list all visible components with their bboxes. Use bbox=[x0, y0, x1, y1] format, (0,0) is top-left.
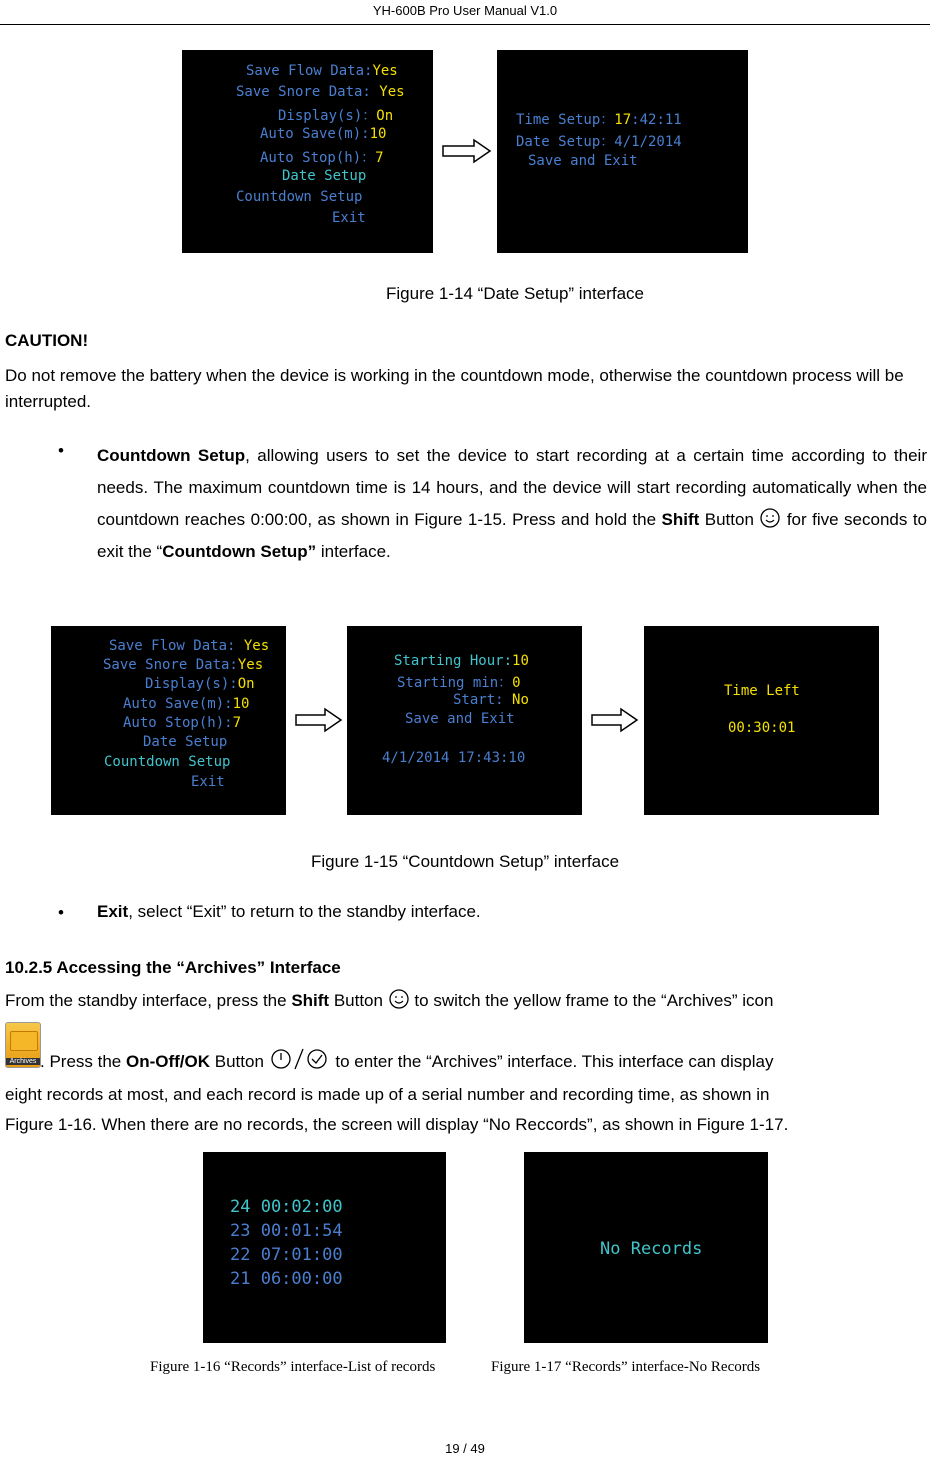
archives-icon-label: Archives bbox=[6, 1058, 40, 1065]
start-row: Start: No bbox=[453, 692, 529, 708]
figure-caption-1-17: Figure 1-17 “Records” interface-No Records bbox=[491, 1359, 761, 1375]
countdown-setup-paragraph: Countdown Setup, allowing users to set the device to start recording at a certain time according to their needs. The maximum countdown time is 14 hours, and the device will start recording automatically when the countdown reaches 0:00:00, as shown in Figure 1-15. Press and hold the Shift Button for five seconds to exit the “Countdown Setup” interface. bbox=[97, 446, 927, 561]
display-row: Display(s)：On bbox=[278, 108, 394, 124]
figure-caption-1-16: Figure 1-16 “Records” interface-List of records bbox=[150, 1359, 436, 1375]
save-flow-data-row: Save Flow Data: Yes bbox=[109, 638, 270, 654]
date-setup-row: Date Setup：4/1/2014 bbox=[516, 134, 682, 150]
arrow-right-icon bbox=[442, 138, 492, 164]
caution-text: Do not remove the battery when the device is working in the countdown mode, otherwise the countdown process will be interrupted. bbox=[5, 366, 904, 411]
auto-save-row: Auto Save(m):10 bbox=[260, 126, 387, 142]
exit-paragraph: Exit, select “Exit” to return to the standby interface. bbox=[97, 902, 481, 921]
time-setup-row: Time Setup：17:42:11 bbox=[516, 112, 682, 128]
record-row: 21 06:00:00 bbox=[230, 1269, 343, 1289]
record-row: 22 07:01:00 bbox=[230, 1245, 343, 1265]
date-setup-item: Date Setup bbox=[143, 734, 228, 750]
page-number: 19 / 49 bbox=[445, 1441, 485, 1456]
auto-stop-row: Auto Stop(h)：7 bbox=[260, 150, 384, 166]
page-header: YH-600B Pro User Manual V1.0 bbox=[0, 0, 930, 25]
arrow-right-icon bbox=[591, 707, 639, 733]
device-screen-settings bbox=[182, 50, 433, 253]
current-datetime: 4/1/2014 17:43:10 bbox=[382, 750, 526, 766]
countdown-setup-item: Countdown Setup bbox=[236, 189, 363, 205]
exit-item: Exit bbox=[332, 210, 366, 226]
on-off-ok-button-icon bbox=[269, 1047, 331, 1071]
archives-paragraph-line4: Figure 1-16. When there are no records, the screen will display “No Reccords”, as shown in Figure 1-17. bbox=[5, 1115, 789, 1134]
auto-stop-row: Auto Stop(h):7 bbox=[123, 715, 242, 731]
section-heading: 10.2.5 Accessing the “Archives” Interface bbox=[5, 958, 341, 977]
device-screen-countdown-setup bbox=[347, 626, 582, 815]
date-setup-item: Date Setup bbox=[282, 168, 367, 184]
figure-caption-1-14: Figure 1-14 “Date Setup” interface bbox=[386, 284, 644, 303]
starting-min-row: Starting min：0 bbox=[397, 675, 521, 691]
archives-icon bbox=[5, 1022, 41, 1068]
display-row: Display(s):On bbox=[145, 676, 255, 692]
shift-button-icon bbox=[759, 507, 781, 529]
device-screen-date-setup bbox=[497, 50, 748, 253]
archives-paragraph-line1: From the standby interface, press the Shift Button to switch the yellow frame to the “Archives” icon bbox=[5, 988, 773, 1014]
archives-paragraph-line2: . Press the On-Off/OK Button to enter the “Archives” interface. This interface can display bbox=[40, 1047, 773, 1075]
device-screen-records-list bbox=[203, 1152, 446, 1343]
time-left-label: Time Left bbox=[724, 683, 800, 699]
arrow-right-icon bbox=[295, 707, 343, 733]
save-snore-data-row: Save Snore Data: Yes bbox=[236, 84, 405, 100]
caution-title: CAUTION! bbox=[5, 331, 89, 350]
save-and-exit-item: Save and Exit bbox=[405, 711, 515, 727]
device-screen-settings-2 bbox=[51, 626, 286, 815]
device-screen-time-left bbox=[644, 626, 879, 815]
archives-paragraph-line3: eight records at most, and each record is made up of a serial number and recording time, as shown in bbox=[5, 1085, 770, 1104]
bullet-marker: • bbox=[58, 903, 64, 922]
save-snore-data-row: Save Snore Data:Yes bbox=[103, 657, 264, 673]
figure-caption-1-15: Figure 1-15 “Countdown Setup” interface bbox=[310, 852, 620, 871]
no-records-text: No Records bbox=[600, 1239, 703, 1259]
record-row: 23 00:01:54 bbox=[230, 1221, 343, 1241]
bullet-marker: • bbox=[58, 441, 64, 460]
save-flow-data-row: Save Flow Data:Yes bbox=[246, 63, 398, 79]
shift-button-icon bbox=[388, 988, 410, 1010]
auto-save-row: Auto Save(m):10 bbox=[123, 696, 250, 712]
device-screen-no-records bbox=[524, 1152, 768, 1343]
countdown-setup-item: Countdown Setup bbox=[104, 754, 231, 770]
exit-item: Exit bbox=[191, 774, 225, 790]
record-row: 24 00:02:00 bbox=[230, 1197, 343, 1217]
time-left-value: 00:30:01 bbox=[728, 720, 796, 736]
starting-hour-row: Starting Hour:10 bbox=[394, 653, 529, 669]
save-and-exit-item: Save and Exit bbox=[528, 153, 638, 169]
